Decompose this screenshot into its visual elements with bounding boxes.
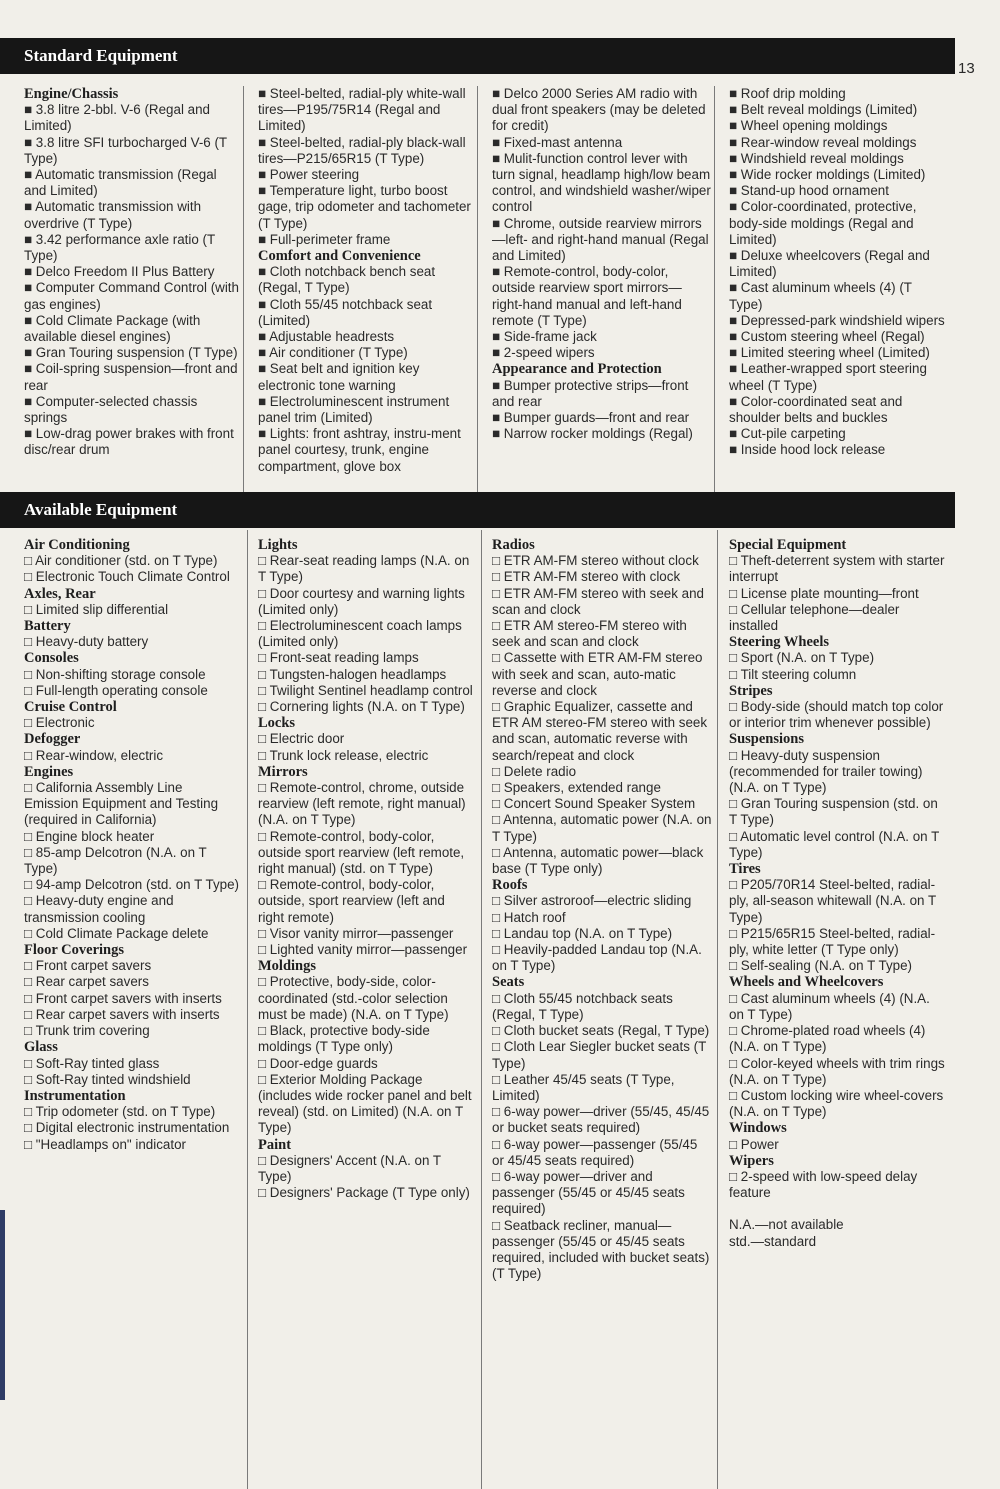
equipment-item: □ ETR AM-FM stereo without clock bbox=[492, 553, 699, 569]
category-heading: Appearance and Protection bbox=[492, 361, 662, 378]
equipment-item: □ Automatic level control (N.A. on T Type) bbox=[729, 828, 940, 860]
equipment-item: ■ 3.8 litre 2-bbl. V-6 (Regal and Limited) bbox=[24, 102, 210, 134]
equipment-item: ■ Chrome, outside rearview mirrors—left- and right-hand manual (Regal and Limited) bbox=[492, 215, 709, 264]
equipment-item: ■ Bumper guards—front and rear bbox=[492, 410, 690, 426]
equipment-item: □ Cassette with ETR AM-FM stereo with seek and scan, auto-matic reverse and clock bbox=[492, 650, 703, 698]
category-heading: Glass bbox=[24, 1039, 58, 1056]
standard-column-1 bbox=[24, 86, 240, 459]
equipment-item: ■ Electroluminescent instrument panel trim (Limited) bbox=[258, 393, 450, 426]
equipment-item: □ Trip odometer (std. on T Type) bbox=[24, 1104, 216, 1120]
equipment-item: ■ 3.8 litre SFI turbocharged V-6 (T Type) bbox=[24, 134, 227, 166]
divider bbox=[481, 530, 482, 1489]
equipment-item: ■ Coil-spring suspension—front and rear bbox=[24, 361, 238, 393]
equipment-item: ■ Air conditioner (T Type) bbox=[258, 345, 408, 361]
equipment-item: ■ Automatic transmission (Regal and Limited) bbox=[24, 167, 217, 199]
category-heading: Engine/Chassis bbox=[24, 86, 119, 102]
equipment-item: ■ Temperature light, turbo boost gage, trip odometer and tachometer (T Type) bbox=[258, 183, 471, 231]
category-heading: Moldings bbox=[258, 958, 317, 975]
equipment-item: □ ETR AM-FM stereo with clock bbox=[492, 569, 681, 585]
equipment-item: □ Seatback recliner, manual—passenger (55/45 or 45/45 seats required, included with bucket seats) (T Type) bbox=[492, 1217, 710, 1282]
category-heading: Radios bbox=[492, 537, 535, 553]
equipment-item: □ Cellular telephone—dealer installed bbox=[729, 601, 900, 634]
equipment-item: □ Cloth bucket seats (Regal, T Type) bbox=[492, 1023, 710, 1039]
category-heading: Roofs bbox=[492, 877, 528, 894]
equipment-item: □ Concert Sound Speaker System bbox=[492, 796, 696, 812]
equipment-item: □ Front carpet savers bbox=[24, 958, 152, 974]
equipment-item: □ Lighted vanity mirror—passenger bbox=[258, 942, 468, 958]
equipment-item: □ Cast aluminum wheels (4) (N.A. on T Type) bbox=[729, 990, 930, 1022]
equipment-item: □ 6-way power—driver (55/45, 45/45 or bucket seats required) bbox=[492, 1104, 710, 1136]
divider bbox=[714, 86, 715, 492]
equipment-item: ■ Gran Touring suspension (T Type) bbox=[24, 345, 238, 361]
equipment-item: ■ Rear-window reveal moldings bbox=[729, 134, 917, 150]
equipment-item: □ Cornering lights (N.A. on T Type) bbox=[258, 699, 465, 715]
footnote: N.A.—not available bbox=[729, 1217, 844, 1233]
equipment-item: □ Cold Climate Package delete bbox=[24, 925, 209, 941]
equipment-item: □ Leather 45/45 seats (T Type, Limited) bbox=[492, 1071, 675, 1103]
equipment-item: ■ Wide rocker moldings (Limited) bbox=[729, 167, 926, 183]
equipment-item: □ Color-keyed wheels with trim rings (N.A. on T Type) bbox=[729, 1055, 945, 1087]
equipment-item: ■ Custom steering wheel (Regal) bbox=[729, 329, 925, 345]
category-heading: Windows bbox=[729, 1120, 787, 1137]
equipment-item: □ 6-way power—driver and passenger (55/45 or 45/45 seats required) bbox=[492, 1168, 685, 1217]
equipment-item: ■ Color-coordinated, protective, body-side moldings (Regal and Limited) bbox=[729, 199, 917, 247]
equipment-item: ■ Power steering bbox=[258, 167, 360, 183]
equipment-item: ■ Seat belt and ignition key electronic tone warning bbox=[258, 361, 420, 393]
equipment-item: ■ Depressed-park windshield wipers bbox=[729, 312, 945, 328]
equipment-item: □ Sport (N.A. on T Type) bbox=[729, 650, 875, 666]
equipment-item: ■ Adjustable headrests bbox=[258, 329, 395, 345]
divider bbox=[247, 530, 248, 1489]
equipment-item: □ 6-way power—passenger (55/45 or 45/45 seats required) bbox=[492, 1136, 698, 1168]
equipment-item: □ Trunk trim covering bbox=[24, 1023, 150, 1039]
category-heading: Battery bbox=[24, 618, 71, 635]
equipment-item: □ Full-length operating console bbox=[24, 682, 208, 698]
equipment-item: □ Body-side (should match top color or interior trim whenever possible) bbox=[729, 699, 944, 731]
category-heading: Comfort and Convenience bbox=[258, 248, 421, 265]
equipment-item: □ Theft-deterrent system with starter interrupt bbox=[729, 553, 945, 585]
equipment-item: □ "Headlamps on" indicator bbox=[24, 1136, 186, 1152]
divider bbox=[243, 86, 244, 492]
equipment-item: □ Gran Touring suspension (std. on T Type) bbox=[729, 796, 938, 828]
equipment-item: ■ Narrow rocker moldings (Regal) bbox=[492, 426, 693, 442]
equipment-item: □ Air conditioner (std. on T Type) bbox=[24, 553, 218, 569]
equipment-item: ■ Full-perimeter frame bbox=[258, 231, 391, 247]
equipment-item: □ Remote-control, chrome, outside rearview (left remote, right manual) (N.A. on T Type) bbox=[258, 780, 466, 828]
category-heading: Wheels and Wheelcovers bbox=[729, 974, 884, 991]
equipment-item: ■ Cast aluminum wheels (4) (T Type) bbox=[729, 280, 912, 312]
equipment-item: □ Cloth 55/45 notchback seats (Regal, T Type) bbox=[492, 990, 673, 1022]
page-number: 13 bbox=[958, 60, 975, 77]
equipment-item: □ Non-shifting storage console bbox=[24, 666, 206, 682]
equipment-item: □ Rear-window, electric bbox=[24, 747, 164, 763]
equipment-item: □ Heavy-duty battery bbox=[24, 634, 149, 650]
equipment-item: □ Cloth Lear Siegler bucket seats (T Type) bbox=[492, 1039, 707, 1071]
category-heading: Steering Wheels bbox=[729, 634, 830, 651]
category-heading: Locks bbox=[258, 715, 296, 732]
equipment-item: □ Digital electronic instrumentation bbox=[24, 1120, 230, 1136]
equipment-item: □ Electronic bbox=[24, 715, 95, 731]
category-heading: Cruise Control bbox=[24, 699, 117, 716]
equipment-item: □ Limited slip differential bbox=[24, 601, 169, 617]
equipment-item: ■ Windshield reveal moldings bbox=[729, 150, 904, 166]
equipment-item: □ Delete radio bbox=[492, 763, 577, 779]
equipment-item: ■ Cloth notchback bench seat (Regal, T Type) bbox=[258, 264, 436, 296]
equipment-item: □ Electroluminescent coach lamps (Limited only) bbox=[258, 618, 462, 650]
equipment-item: ■ Fixed-mast antenna bbox=[492, 134, 623, 150]
equipment-item: □ Self-sealing (N.A. on T Type) bbox=[729, 958, 912, 974]
equipment-item: □ Speakers, extended range bbox=[492, 780, 661, 796]
equipment-item: ■ Deluxe wheelcovers (Regal and Limited) bbox=[729, 248, 930, 280]
equipment-item: ■ Cold Climate Package (with available diesel engines) bbox=[24, 312, 201, 345]
equipment-item: □ Black, protective body-side moldings (T Type only) bbox=[258, 1023, 430, 1055]
category-heading: Tires bbox=[729, 861, 761, 878]
equipment-item: □ Heavily-padded Landau top (N.A. on T Type) bbox=[492, 942, 702, 974]
equipment-item: ■ Inside hood lock release bbox=[729, 442, 886, 458]
equipment-item: ■ Computer Command Control (with gas engines) bbox=[24, 280, 239, 312]
equipment-item: □ Antenna, automatic power—black base (T Type only) bbox=[492, 844, 704, 877]
equipment-item: □ Silver astroroof—electric sliding bbox=[492, 893, 692, 909]
equipment-item: □ Remote-control, body-color, outside sport rearview (left remote, right manual) (std. on T Type) bbox=[258, 828, 465, 877]
equipment-item: ■ Remote-control, body-color, outside rearview sport mirrors—right-hand manual and left-hand remote (T Type) bbox=[492, 264, 682, 328]
category-heading: Seats bbox=[492, 974, 525, 991]
equipment-item: □ Rear carpet savers with inserts bbox=[24, 1006, 220, 1022]
equipment-item: □ Landau top (N.A. on T Type) bbox=[492, 925, 673, 941]
equipment-item: ■ Cut-pile carpeting bbox=[729, 426, 846, 442]
equipment-item: ■ Cloth 55/45 notchback seat (Limited) bbox=[258, 296, 433, 328]
category-heading: Air Conditioning bbox=[24, 537, 130, 553]
equipment-item: □ Designers' Package (T Type only) bbox=[258, 1185, 470, 1201]
equipment-item: ■ Side-frame jack bbox=[492, 329, 597, 345]
equipment-item: □ Exterior Molding Package (includes wide rocker panel and belt reveal) (std. on Limited) (N.A. on T Type) bbox=[258, 1071, 472, 1136]
equipment-item: □ Heavy-duty suspension (recommended for trailer towing) (N.A. on T Type) bbox=[729, 747, 923, 796]
equipment-item: ■ Leather-wrapped sport steering wheel (T Type) bbox=[729, 361, 927, 393]
equipment-item: ■ Wheel opening moldings bbox=[729, 118, 888, 134]
equipment-item: □ Visor vanity mirror—passenger bbox=[258, 925, 454, 941]
equipment-item: □ 94-amp Delcotron (std. on T Type) bbox=[24, 877, 240, 893]
equipment-item: □ ETR AM stereo-FM stereo with seek and scan and clock bbox=[492, 618, 687, 650]
page-edge-accent bbox=[0, 1210, 5, 1400]
equipment-item: □ P215/65R15 Steel-belted, radial-ply, white letter (T Type only) bbox=[729, 925, 936, 958]
standard-column-4 bbox=[729, 86, 945, 459]
equipment-item: □ Door-edge guards bbox=[258, 1055, 378, 1071]
equipment-item: □ Trunk lock release, electric bbox=[258, 747, 429, 763]
equipment-item: ■ Mulit-function control lever with turn signal, headlamp high/low beam control, and windshield washer/wiper control bbox=[492, 150, 711, 215]
equipment-item: □ Engine block heater bbox=[24, 828, 155, 844]
equipment-item: ■ Steel-belted, radial-ply white-wall tires—P195/75R14 (Regal and Limited) bbox=[258, 86, 466, 134]
equipment-item: ■ Steel-belted, radial-ply black-wall tires—P215/65R15 (T Type) bbox=[258, 134, 466, 166]
equipment-item: □ California Assembly Line Emission Equipment and Testing (required in California) bbox=[24, 780, 219, 828]
equipment-item: ■ Stand-up hood ornament bbox=[729, 183, 889, 199]
equipment-item: ■ Lights: front ashtray, instru-ment panel courtesy, trunk, engine compartment, glove box bbox=[258, 426, 461, 474]
equipment-item: □ Tilt steering column bbox=[729, 666, 857, 682]
category-heading: Paint bbox=[258, 1136, 292, 1153]
category-heading: Lights bbox=[258, 537, 298, 553]
equipment-item: □ 85-amp Delcotron (N.A. on T Type) bbox=[24, 844, 207, 877]
equipment-item: □ Front carpet savers with inserts bbox=[24, 990, 222, 1006]
equipment-item: □ Rear-seat reading lamps (N.A. on T Type) bbox=[258, 553, 470, 585]
category-heading: Mirrors bbox=[258, 763, 308, 780]
category-heading: Suspensions bbox=[729, 731, 804, 748]
equipment-item: ■ Low-drag power brakes with front disc/rear drum bbox=[24, 426, 234, 458]
equipment-item: □ Protective, body-side, color-coordinated (std.-color selection must be made) (N.A. on T Type) bbox=[258, 974, 449, 1022]
equipment-item: □ Chrome-plated road wheels (4) (N.A. on T Type) bbox=[729, 1023, 926, 1055]
equipment-item: □ Front-seat reading lamps bbox=[258, 650, 419, 666]
category-heading: Instrumentation bbox=[24, 1087, 126, 1104]
equipment-item: □ Graphic Equalizer, cassette and ETR AM stereo-FM stereo with seek and scan, automatic reverse with search/repeat and clock bbox=[492, 699, 708, 763]
category-heading: Defogger bbox=[24, 731, 81, 748]
equipment-item: □ ETR AM-FM stereo with seek and scan and clock bbox=[492, 585, 704, 617]
equipment-item: □ Designers' Accent (N.A. on T Type) bbox=[258, 1152, 441, 1184]
divider bbox=[717, 530, 718, 1489]
equipment-item: □ Heavy-duty engine and transmission cooling bbox=[24, 893, 174, 925]
equipment-item: ■ Bumper protective strips—front and rear bbox=[492, 377, 689, 409]
equipment-item: ■ Limited steering wheel (Limited) bbox=[729, 345, 930, 361]
equipment-item: □ Antenna, automatic power (N.A. on T Type) bbox=[492, 812, 712, 844]
equipment-item: □ Hatch roof bbox=[492, 909, 566, 925]
standard-equipment-header: Standard Equipment bbox=[0, 38, 955, 74]
category-heading: Floor Coverings bbox=[24, 942, 125, 959]
available-column-3 bbox=[492, 537, 712, 1282]
equipment-item: □ Electric door bbox=[258, 731, 345, 747]
equipment-item: □ Power bbox=[729, 1136, 779, 1152]
equipment-item: ■ 2-speed wipers bbox=[492, 345, 595, 361]
divider bbox=[477, 86, 478, 492]
equipment-item: ■ 3.42 performance axle ratio (T Type) bbox=[24, 231, 215, 264]
equipment-item: □ Custom locking wire wheel-covers (N.A. on T Type) bbox=[729, 1087, 944, 1120]
category-heading: Special Equipment bbox=[729, 537, 847, 553]
equipment-item: ■ Automatic transmission with overdrive (T Type) bbox=[24, 199, 202, 231]
equipment-item: □ Tungsten-halogen headlamps bbox=[258, 666, 447, 682]
standard-column-2 bbox=[258, 86, 474, 475]
category-heading: Wipers bbox=[729, 1152, 774, 1169]
spacer bbox=[729, 1201, 945, 1217]
equipment-item: □ Door courtesy and warning lights (Limited only) bbox=[258, 585, 465, 617]
available-column-2 bbox=[258, 537, 474, 1201]
equipment-item: ■ Color-coordinated seat and shoulder belts and buckles bbox=[729, 393, 903, 426]
standard-column-3 bbox=[492, 86, 712, 442]
equipment-item: □ Twilight Sentinel headlamp control bbox=[258, 682, 473, 698]
footnote: std.—standard bbox=[729, 1233, 817, 1249]
equipment-item: □ Soft-Ray tinted windshield bbox=[24, 1071, 191, 1087]
equipment-item: □ License plate mounting—front bbox=[729, 585, 919, 601]
available-equipment-header: Available Equipment bbox=[0, 492, 955, 528]
equipment-item: ■ Computer-selected chassis springs bbox=[24, 393, 198, 426]
equipment-item: ■ Delco Freedom II Plus Battery bbox=[24, 264, 215, 280]
equipment-item: ■ Delco 2000 Series AM radio with dual front speakers (may be deleted for credit) bbox=[492, 86, 706, 134]
available-column-1 bbox=[24, 537, 240, 1153]
category-heading: Consoles bbox=[24, 650, 79, 667]
equipment-item: ■ Roof drip molding bbox=[729, 86, 846, 101]
equipment-item: □ Remote-control, body-color, outside, sport rearview (left and right remote) bbox=[258, 877, 445, 925]
equipment-item: □ 2-speed with low-speed delay feature bbox=[729, 1168, 918, 1201]
category-heading: Stripes bbox=[729, 682, 773, 699]
equipment-item: □ P205/70R14 Steel-belted, radial-ply, all-season whitewall (N.A. on T Type) bbox=[729, 877, 936, 925]
category-heading: Engines bbox=[24, 763, 74, 780]
category-heading: Axles, Rear bbox=[24, 585, 96, 602]
equipment-item: □ Soft-Ray tinted glass bbox=[24, 1055, 160, 1071]
equipment-item: □ Electronic Touch Climate Control bbox=[24, 569, 230, 585]
equipment-item: □ Rear carpet savers bbox=[24, 974, 149, 990]
equipment-item: ■ Belt reveal moldings (Limited) bbox=[729, 102, 918, 118]
available-column-4 bbox=[729, 537, 945, 1250]
